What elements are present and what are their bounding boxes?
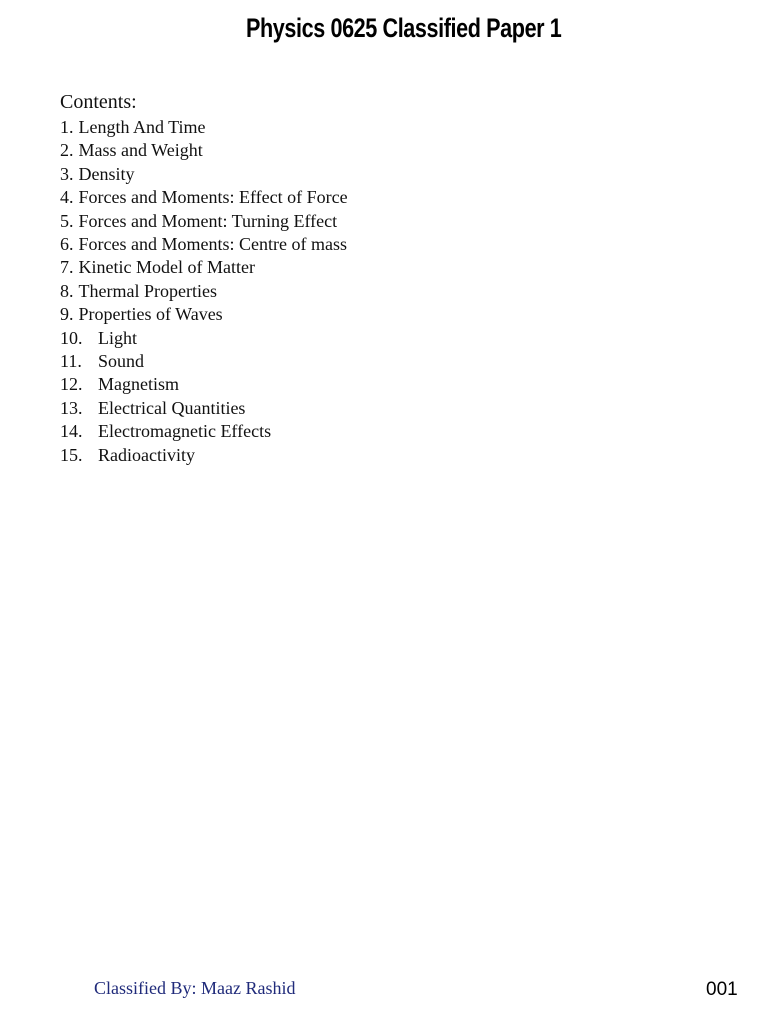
toc-item (60, 256, 348, 279)
toc-item-number: 2. (60, 140, 74, 161)
toc-item-label: Mass and Weight (78, 140, 203, 161)
toc-item (60, 420, 348, 443)
toc-item-number: 1. (60, 117, 74, 137)
toc-item-label: Magnetism (98, 374, 179, 395)
toc-item-label: Electromagnetic Effects (98, 421, 272, 442)
toc-item (60, 163, 348, 186)
toc-item-label: Forces and Moment: Turning Effect (78, 210, 338, 231)
table-of-contents (60, 90, 348, 467)
toc-item-label: Sound (98, 351, 145, 372)
toc-item (60, 373, 348, 396)
toc-list (60, 116, 348, 467)
toc-item-number: 12. (60, 374, 83, 395)
toc-item-number: 9. (60, 304, 74, 325)
toc-item (60, 350, 348, 373)
toc-item-label: Properties of Waves (78, 304, 223, 325)
toc-item-label: Length And Time (78, 117, 206, 137)
toc-item-label: Forces and Moments: Effect of Force (78, 187, 348, 208)
toc-item (60, 280, 348, 303)
toc-item-label: Forces and Moments: Centre of mass (78, 234, 347, 255)
toc-item-label: Density (78, 163, 135, 184)
toc-item-label: Electrical Quantities (98, 397, 246, 418)
toc-item-label: Thermal Properties (78, 280, 217, 301)
toc-item-number: 5. (60, 210, 74, 231)
page-number: 001 (706, 979, 738, 1000)
toc-item (60, 139, 348, 162)
toc-item (60, 186, 348, 209)
toc-item (60, 210, 348, 233)
footer-credit: Classified By: Maaz Rashid (94, 978, 296, 998)
toc-item-number: 14. (60, 421, 83, 442)
page-title: Physics 0625 Classified Paper 1 (246, 13, 562, 43)
toc-item-number: 4. (60, 187, 74, 208)
toc-item (60, 116, 348, 139)
toc-item (60, 327, 348, 350)
contents-heading: Contents: (60, 91, 137, 113)
toc-item-number: 8. (60, 280, 74, 301)
toc-item-number: 6. (60, 234, 74, 255)
toc-item (60, 233, 348, 256)
toc-item-number: 11. (60, 351, 82, 372)
toc-item-number: 7. (60, 257, 74, 278)
toc-item-number: 13. (60, 397, 83, 418)
toc-item-label: Light (98, 327, 137, 348)
toc-item-number: 3. (60, 163, 74, 184)
toc-item-label: Radioactivity (98, 444, 195, 465)
toc-item-label: Kinetic Model of Matter (78, 257, 255, 278)
toc-item (60, 397, 348, 420)
toc-item (60, 303, 348, 326)
toc-item-number: 15. (60, 444, 83, 465)
toc-item (60, 444, 348, 467)
toc-item-number: 10. (60, 327, 83, 348)
